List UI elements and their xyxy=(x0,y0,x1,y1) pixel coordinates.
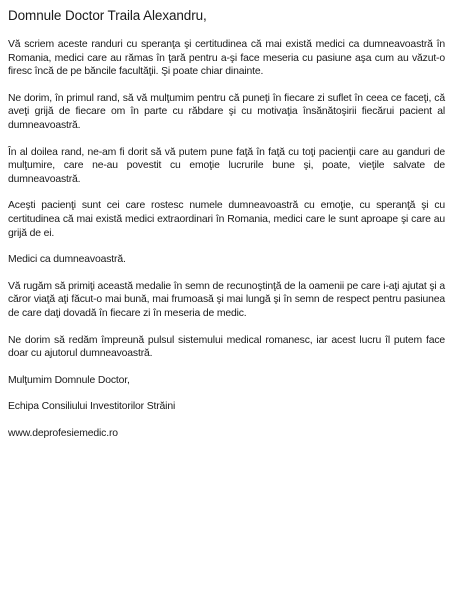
letter-paragraph-3: În al doilea rand, ne-am fi dorit să vă putem pune faţă în faţă cu toţi pacienţii care au ganduri de mulţumire, care ne-au povestit cu emoţie lucrurile bune şi, poate, vieţile salvate de dumneavoastră. xyxy=(8,146,445,185)
letter-paragraph-2: Ne dorim, în primul rand, să vă mulţumim pentru că puneţi în fiecare zi suflet în ceea ce faceţi, că aveţi grijă de fiecare om în parte cu răbdare şi cu motivaţia însănătoşirii fiecărui pacient al dumneavoastră. xyxy=(8,92,445,131)
website-text: www.deprofesiemedic.ro xyxy=(8,427,118,439)
letter-paragraph-4: Aceşti pacienţi sunt cei care rostesc numele dumneavoastră cu emoţie, cu speranţă şi cu certitudinea că mai există medici extraordinari în Romania, medici care le sunt aproape şi care au grijă de ei. xyxy=(8,200,445,239)
letter-paragraph-5: Medici ca dumneavoastră. xyxy=(8,254,126,266)
letter-signature: Echipa Consiliului Investitorilor Străini xyxy=(8,401,176,413)
letter-salutation: Domnule Doctor Traila Alexandru, xyxy=(8,8,207,23)
letter-paragraph-1: Vă scriem aceste randuri cu speranţa şi certitudinea că mai există medici ca dumneavoastră în Romania, medici care au rămas în ţară pentru a-şi face meseria cu pasiune aşa cum au văzut-o firesc încă de pe băncile facultăţii. Şi poate chiar dinainte. xyxy=(8,39,445,78)
letter-paragraph-6: Vă rugăm să primiţi această medalie în semn de recunoştinţă de la oamenii pe care i-aţi ajutat şi a căror viaţă aţi făcut-o mai bună, mai frumoasă şi mai lungă şi în semn de respect pentru pasiunea de care daţi dovadă în fiecare zi în meseria de medic. xyxy=(8,280,445,319)
letter-paragraph-7: Ne dorim să redăm împreună pulsul sistemului medical romanesc, iar acest lucru îl putem face doar cu ajutorul dumneavoastră. xyxy=(8,334,445,360)
letter-closing: Mulţumim Domnule Doctor, xyxy=(8,374,130,386)
